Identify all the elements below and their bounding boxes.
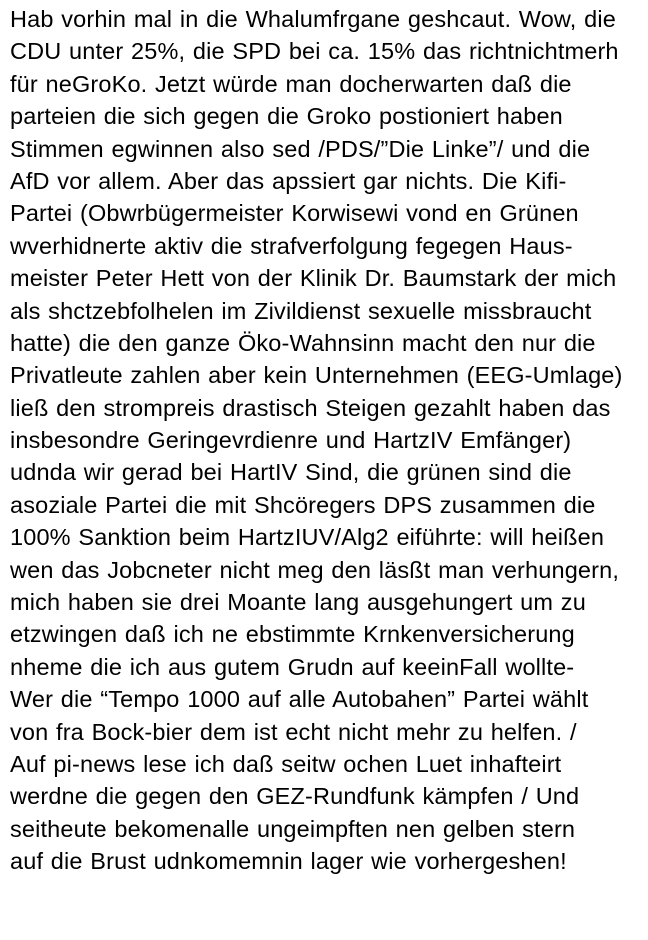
text-line: nheme die ich aus gutem Grudn auf keeinFall wollte- — [10, 653, 575, 680]
text-line: meister Peter Hett von der Klinik Dr. Baumstark der mich — [10, 265, 617, 292]
text-line: Stimmen egwinnen also sed /PDS/”Die Linke”/ und die — [10, 135, 591, 162]
body-text — [10, 3, 648, 878]
text-line: asoziale Partei die mit Shcöregers DPS zusammen die — [10, 491, 596, 518]
text-line: hatte) die den ganze Öko-Wahnsinn macht den nur die — [10, 329, 596, 356]
text-line: für neGroKo. Jetzt würde man docherwarten daß die — [10, 70, 572, 97]
text-line: ließ den strompreis drastisch Steigen gezahlt haben das — [10, 394, 611, 421]
text-line: wverhidnerte aktiv die strafverfolgung fegegen Haus- — [10, 232, 573, 259]
text-line: mich haben sie drei Moante lang ausgehungert um zu — [10, 589, 586, 616]
text-line: Wer die “Tempo 1000 auf alle Autobahen” Partei wählt — [10, 686, 589, 713]
text-line: von fra Bock-bier dem ist echt nicht mehr zu helfen. / — [10, 718, 577, 745]
text-line: seitheute bekomenalle ungeimpften nen gelben stern — [10, 815, 576, 842]
text-line: wen das Jobcneter nicht meg den läsßt man verhungern, — [10, 556, 620, 583]
text-line: auf die Brust udnkomemnin lager wie vorhergeshen! — [10, 848, 567, 875]
text-line: Auf pi-news lese ich daß seitw ochen Luet inhafteirt — [10, 750, 562, 777]
text-line: etzwingen daß ich ne ebstimmte Krnkenversicherung — [10, 621, 575, 648]
text-line: Partei (Obwrbügermeister Korwisewi vond en Grünen — [10, 200, 579, 227]
text-line: Hab vorhin mal in die Whalumfrgane geshcaut. Wow, die — [10, 6, 616, 32]
text-line: als shctzebfolhelen im Zivildienst sexuelle missbraucht — [10, 297, 592, 324]
text-line: parteien die sich gegen die Groko postioniert haben — [10, 103, 563, 130]
text-line: werdne die gegen den GEZ-Rundfunk kämpfen / Und — [10, 783, 580, 810]
text-line: AfD vor allem. Aber das apssiert gar nichts. Die Kifi- — [10, 167, 567, 194]
text-line: udnda wir gerad bei HartIV Sind, die grünen sind die — [10, 459, 572, 486]
text-line: Privatleute zahlen aber kein Unternehmen (EEG-Umlage) — [10, 362, 623, 389]
text-line: CDU unter 25%, die SPD bei ca. 15% das richtnichtmerh — [10, 38, 619, 65]
text-line: insbesondre Geringevrdienre und HartzIV Emfänger) — [10, 427, 572, 454]
text-line: 100% Sanktion beim HartzIUV/Alg2 eiführte: will heißen — [10, 524, 605, 551]
